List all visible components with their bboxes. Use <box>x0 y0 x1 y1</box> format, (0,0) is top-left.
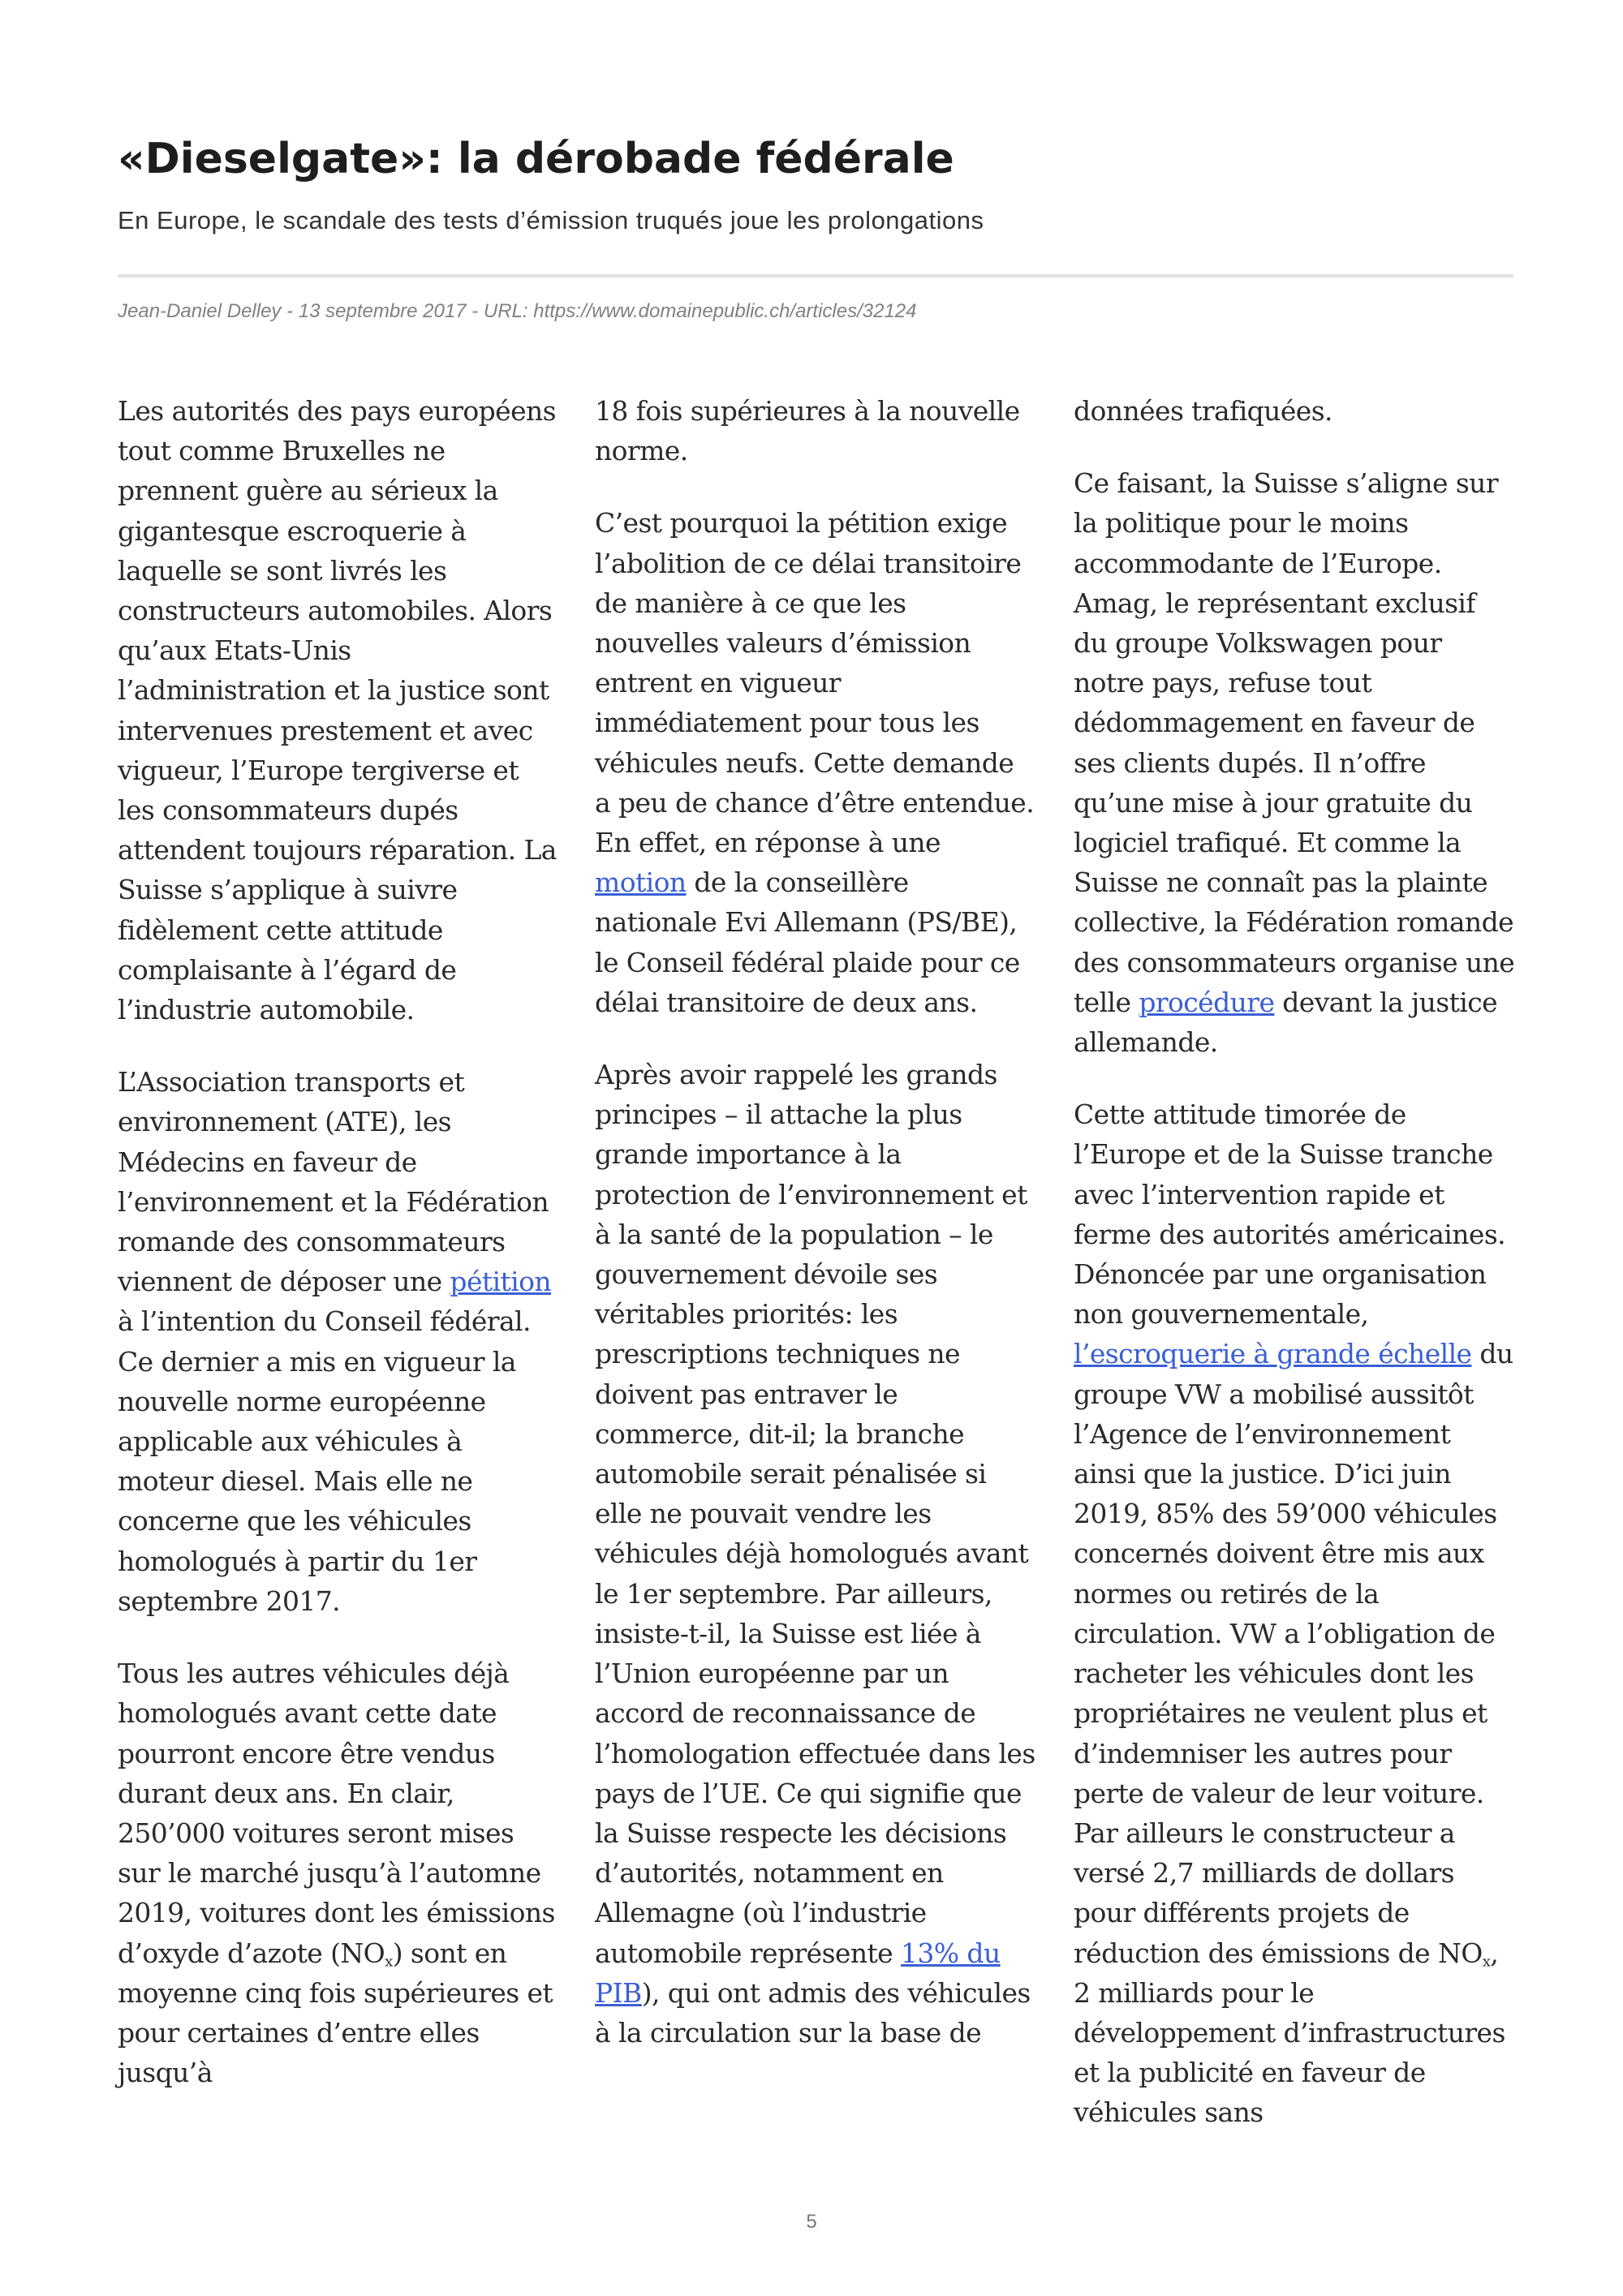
paragraph: données trafiquées. <box>1074 395 1332 427</box>
paragraph: L’Association transports et environnement (ATE), les Médecins en faveur de l’environnement et la Fédération romande des consommateurs viennent de déposer une pétition à l’intention du Conseil fédéral. Ce dernier a mis en vigueur la nouvelle norme européenne applicable aux véhicules à moteur diesel. Mais elle ne concerne que les véhicules homologués à partir du 1er septembre 2017. <box>118 1066 552 1617</box>
pib-link[interactable]: 13% du PIB <box>595 1937 1001 2009</box>
procedure-link[interactable]: procédure <box>1139 986 1275 1018</box>
header-divider <box>118 274 1513 277</box>
paragraph: 18 fois supérieures à la nouvelle norme. <box>595 395 1020 467</box>
motion-link[interactable]: motion <box>595 866 687 899</box>
page-number: 5 <box>806 2211 817 2233</box>
escroquerie-link[interactable]: l’escroquerie à grande échelle <box>1074 1338 1472 1370</box>
article-header <box>118 130 1513 239</box>
subscript: x <box>1482 1953 1491 1971</box>
petition-link[interactable]: pétition <box>450 1266 552 1298</box>
article-subtitle: En Europe, le scandale des tests d’émission truqués joue les prolongations <box>118 206 984 234</box>
text-column-2 <box>595 391 1037 2085</box>
subscript: x <box>385 1953 393 1971</box>
paragraph: Cette attitude timorée de l’Europe et de la Suisse tranche avec l’intervention rapide et ferme des autorités américaines. Dénoncée par une organisation non gouvernementale, l’escroquerie à grande échelle du groupe VW a mobilisé aussitôt l’Agence de l’environnement ainsi que la justice. D’ici juin 2019, 85% des 59’000 véhicules concernés doivent être mis aux normes ou retirés de la circulation. VW a l’obligation de racheter les véhicules dont les propriétaires ne veulent plus et d’indemniser les autres pour perte de valeur de leur voiture. Par ailleurs le constructeur a versé 2,7 milliards de dollars pour différents projets de réduction des émissions de $NO_x$, 2 milliards pour le développement d’infrastructures et la publicité en faveur de véhicules sans <box>1074 1099 1513 2129</box>
paragraph: Les autorités des pays européens tout comme Bruxelles ne prennent guère au sérieux la gigantesque escroquerie à laquelle se sont livrés les constructeurs automobiles. Alors qu’aux Etats-Unis l’administration et la justice sont intervenues prestement et avec vigueur, l’Europe tergiverse et les consommateurs dupés attendent toujours réparation. La Suisse s’applique à suivre fidèlement cette attitude complaisante à l’égard de l’industrie automobile. <box>118 395 557 1026</box>
paragraph: Tous les autres véhicules déjà homologués avant cette date pourront encore être vendus durant deux ans. En clair, 250’000 voitures seront mises sur le marché jusqu’à l’automne 2019, voitures dont les émissions d’oxyde d’azote $(NO_x)$ sont en moyenne cinq fois supérieures et pour certaines d’entre elles jusqu’à <box>118 1658 555 2089</box>
paragraph: C’est pourquoi la pétition exige l’abolition de ce délai transitoire de manière à ce que les nouvelles valeurs d’émission entrent en vigueur immédiatement pour tous les véhicules neufs. Cette demande a peu de chance d’être entendue. En effet, en réponse à une motion de la conseillère nationale Evi Allemann (PS/BE), le Conseil fédéral plaide pour ce délai transitoire de deux ans. <box>595 507 1035 1018</box>
paragraph: Ce faisant, la Suisse s’aligne sur la politique pour le moins accommodante de l’Europe. Amag, le représentant exclusif du groupe Volkswagen pour notre pays, refuse tout dédommagement en faveur de ses clients dupés. Il n’offre qu’une mise à jour gratuite du logiciel trafiqué. Et comme la Suisse ne connaît pas la plainte collective, la Fédération romande des consommateurs organise une telle procédure devant la justice allemande. <box>1074 467 1515 1059</box>
article-meta: Jean-Daniel Delley - 13 septembre 2017 - URL: https://www.domainepublic.ch/articles/32124 <box>118 300 917 322</box>
paragraph: Après avoir rappelé les grands principes – il attache la plus grande importance à la protection de l’environnement et à la santé de la population – le gouvernement dévoile ses véritables priorités: les prescriptions techniques ne doivent pas entraver le commerce, dit-il; la branche automobile serait pénalisée si elle ne pouvait vendre les véhicules déjà homologués avant le 1er septembre. Par ailleurs, insiste-t-il, la Suisse est liée à l’Union européenne par un accord de reconnaissance de l’homologation effectuée dans les pays de l’UE. Ce qui signifie que la Suisse respecte les décisions d’autorités, notamment en Allemagne (où l’industrie automobile représente 13% du PIB), qui ont admis des véhicules à la circulation sur la base de <box>595 1059 1035 2049</box>
page-title: «Dieselgate»: la dérobade fédérale <box>118 135 954 183</box>
text-column-3 <box>1074 391 1516 2165</box>
text-column-1 <box>118 391 560 2125</box>
